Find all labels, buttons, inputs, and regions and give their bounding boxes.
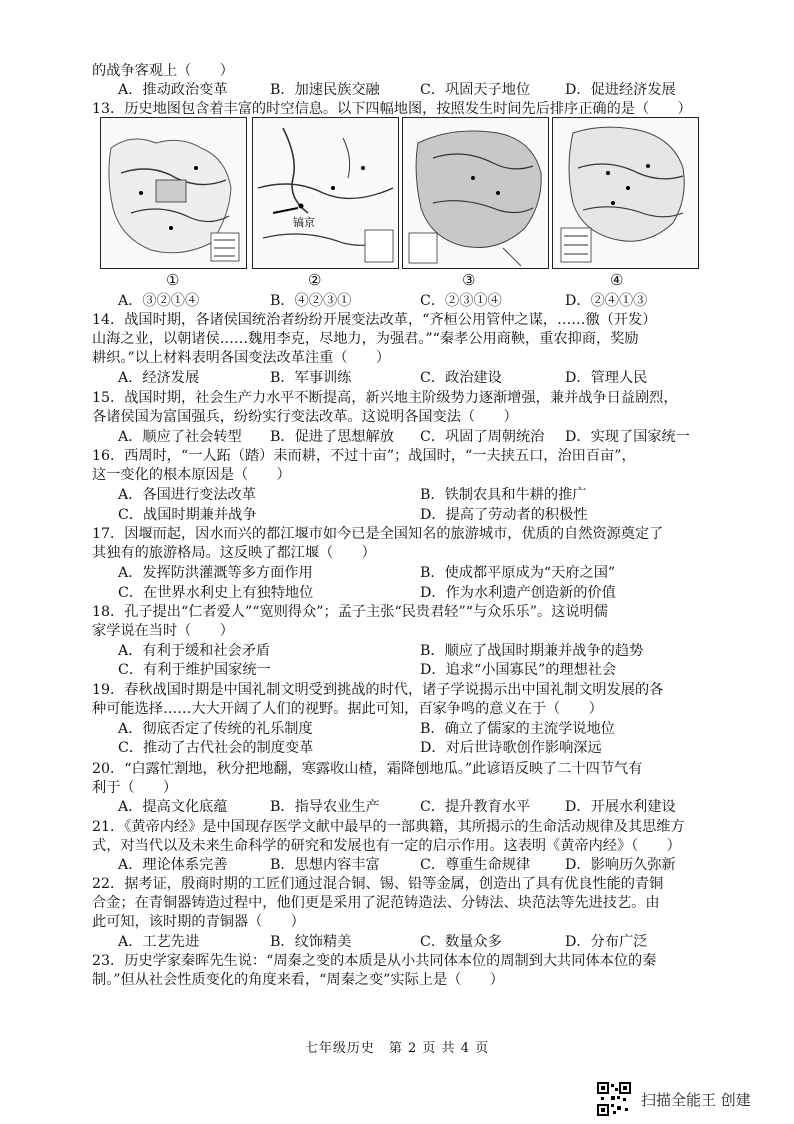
q17-option-d: D．作为水利遗产创造新的价值 xyxy=(420,585,616,601)
q14-option-d: D．管理人民 xyxy=(565,370,648,386)
q21-option-b: B．思想内容丰富 xyxy=(270,857,380,873)
q13-option-c: C．②③①④ xyxy=(420,293,502,309)
q18-stem-2: 家学说在当时（ ） xyxy=(92,623,234,639)
q14-stem-2: 山海之业，以朝诸侯……魏用李克，尽地力，为强君。”“秦孝公用商鞅，重农抑商，奖励 xyxy=(92,331,639,347)
q19-option-b: B．确立了儒家的主流学说地位 xyxy=(420,721,615,737)
map-1 xyxy=(100,117,247,269)
map-3-drawing xyxy=(403,118,548,268)
q15-option-d: D．实现了国家统一 xyxy=(565,429,690,445)
map-label-4: ④ xyxy=(610,271,624,289)
q21-option-d: D．影响历久弥新 xyxy=(565,857,676,873)
q18-option-c: C．有利于维护国家统一 xyxy=(118,662,271,678)
q19-option-c: C．推动了古代社会的制度变革 xyxy=(118,740,314,756)
option-c: C．巩固天子地位 xyxy=(420,82,531,98)
continued-question-stem: 的战争客观上（ ） xyxy=(92,63,234,79)
q21-stem-1: 21．《黄帝内经》是中国现存医学文献中最早的一部典籍，其所揭示的生命活动规律及其思维方 xyxy=(92,819,685,835)
q21-option-a: A．理论体系完善 xyxy=(118,857,228,873)
q16-option-b: B．铁制农具和牛耕的推广 xyxy=(420,487,587,503)
q22-stem-2: 合金；在青铜器铸造过程中，他们更是采用了泥范铸造法、分铸法、块范法等先进技艺。由 xyxy=(92,895,660,911)
q17-stem-2: 其独有的旅游格局。这反映了都江堰（ ） xyxy=(92,545,376,561)
map-3 xyxy=(402,117,549,269)
q13-option-d: D．②④①③ xyxy=(565,293,648,309)
option-b: B．加速民族交融 xyxy=(270,82,380,98)
map-1-drawing xyxy=(101,118,246,268)
map-label-3: ③ xyxy=(462,271,476,289)
scanner-text: 扫描全能王 创建 xyxy=(641,1090,751,1109)
map-label-1: ① xyxy=(166,271,180,289)
q22-stem-3: 此可知，该时期的青铜器（ ） xyxy=(92,914,305,930)
q21-stem-2: 式，对当代以及未来生命科学的研究和发展也有一定的启示作用。这表明《黄帝内经》（ ） xyxy=(92,838,681,854)
map-4-drawing xyxy=(553,118,698,268)
q22-option-b: B．纹饰精美 xyxy=(270,934,352,950)
q14-stem-1: 14．战国时期，各诸侯国统治者纷纷开展变法改革，“齐桓公用管仲之谋，……徼（开发） xyxy=(92,312,657,328)
map-label-2: ② xyxy=(308,271,322,289)
q16-stem-1: 16．西周时，“一人跖（踏）耒而耕，不过十亩”；战国时，“一夫挟五口，治田百亩”， xyxy=(92,448,636,464)
q23-stem-2: 制。”但从社会性质变化的角度来看，“周秦之变”实际上是（ ） xyxy=(92,972,504,988)
q22-option-d: D．分布广泛 xyxy=(565,934,648,950)
q15-option-b: B．促进了思想解放 xyxy=(270,429,394,445)
q15-option-a: A．顺应了社会转型 xyxy=(118,429,242,445)
q22-stem-1: 22．据考证，殷商时期的工匠们通过混合铜、锡、铅等金属，创造出了具有优良性能的青铜 xyxy=(92,876,664,892)
page-footer: 七年级历史 第 2 页 共 4 页 xyxy=(304,1041,490,1056)
q18-option-a: A．有利于缓和社会矛盾 xyxy=(118,643,271,659)
q20-option-c: C．提升教育水平 xyxy=(420,799,531,815)
q13-stem: 13．历史地图包含着丰富的时空信息。以下四幅地图，按照发生时间先后排序正确的是（ ） xyxy=(92,101,692,117)
q15-option-c: C．巩固了周朝统治 xyxy=(420,429,545,445)
q17-option-b: B．使成都平原成为“天府之国” xyxy=(420,565,616,581)
q14-option-a: A．经济发展 xyxy=(118,370,200,386)
q18-option-b: B．顺应了战国时期兼并战争的趋势 xyxy=(420,643,644,659)
q18-stem-1: 18．孔子提出“仁者爱人”“宽则得众”；孟子主张“民贵君轻”“与众乐乐”。这说明儒 xyxy=(92,604,608,620)
q17-option-c: C．在世界水利史上有独特地位 xyxy=(118,585,314,601)
option-d: D．促进经济发展 xyxy=(565,82,676,98)
q19-stem-2: 种可能选择……大大开阔了人们的视野。据此可知，百家争鸣的意义在于（ ） xyxy=(92,701,603,717)
q22-option-c: C．数量众多 xyxy=(420,934,502,950)
q17-stem-1: 17．因堰而起，因水而兴的都江堰市如今已是全国知名的旅游城市，优质的自然资源奠定了 xyxy=(92,526,664,542)
q19-option-d: D．对后世诗歌创作影响深远 xyxy=(420,740,602,756)
q16-option-a: A．各国进行变法改革 xyxy=(118,487,256,503)
q13-option-a: A．③②①④ xyxy=(118,293,200,309)
q19-stem-1: 19．春秋战国时期是中国礼制文明受到挑战的时代，诸子学说揭示出中国礼制文明发展的各 xyxy=(92,682,664,698)
q19-option-a: A．彻底否定了传统的礼乐制度 xyxy=(118,721,313,737)
q21-option-c: C．尊重生命规律 xyxy=(420,857,531,873)
map-2-drawing xyxy=(253,118,398,268)
q16-option-c: C．战国时期兼并战争 xyxy=(118,507,257,523)
q17-option-a: A．发挥防洪灌溉等多方面作用 xyxy=(118,565,313,581)
q14-option-b: B．军事训练 xyxy=(270,370,352,386)
q13-option-b: B．④②③① xyxy=(270,293,352,309)
q14-option-c: C．政治建设 xyxy=(420,370,502,386)
qr-code-icon xyxy=(597,1082,631,1116)
q15-stem-1: 15．战国时期，社会生产力水平不断提高，新兴地主阶级势力逐渐增强，兼并战争日益剧烈， xyxy=(92,390,678,406)
q16-option-d: D．提高了劳动者的积极性 xyxy=(420,507,588,523)
q15-stem-2: 各诸侯国为富国强兵，纷纷实行变法改革。这说明各国变法（ ） xyxy=(92,409,518,425)
q20-stem-1: 20．“白露忙割地，秋分把地翻，寒露收山楂，霜降刨地瓜。”此谚语反映了二十四节气有 xyxy=(92,761,643,777)
q22-option-a: A．工艺先进 xyxy=(118,934,200,950)
q20-option-a: A．提高文化底蕴 xyxy=(118,799,228,815)
q20-stem-2: 利于（ ） xyxy=(92,780,178,796)
q14-stem-3: 耕织。”以上材料表明各国变法改革注重（ ） xyxy=(92,350,391,366)
scanner-watermark xyxy=(597,1082,751,1116)
option-a: A．推动政治变革 xyxy=(118,82,228,98)
map-2-place-label: 镐京 xyxy=(293,216,315,229)
map-2 xyxy=(252,117,399,269)
q16-stem-2: 这一变化的根本原因是（ ） xyxy=(92,467,291,483)
map-4 xyxy=(552,117,699,269)
q13-maps xyxy=(100,117,710,272)
q18-option-d: D．追求“小国寡民”的理想社会 xyxy=(420,662,617,678)
q23-stem-1: 23．历史学家秦晖先生说：“周秦之变的本质是从小共同体本位的周制到大共同体本位的秦 xyxy=(92,953,657,969)
q20-option-d: D．开展水利建设 xyxy=(565,799,676,815)
q20-option-b: B．指导农业生产 xyxy=(270,799,380,815)
